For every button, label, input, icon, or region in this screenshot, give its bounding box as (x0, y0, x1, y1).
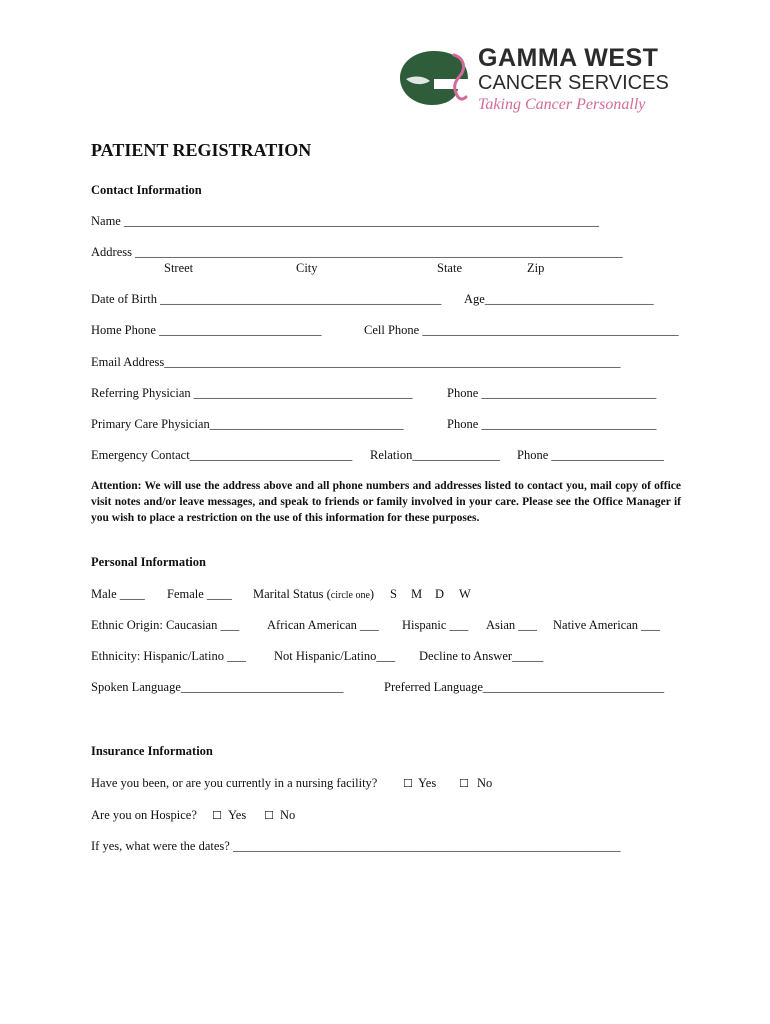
dob-field[interactable]: Date of Birth _____________________________________________ (91, 292, 442, 306)
hospice-yes-checkbox[interactable]: ☐ (212, 809, 222, 822)
state-label: State (437, 261, 462, 275)
hospice-dates-field[interactable]: If yes, what were the dates? ______________________________________________________________ (91, 839, 621, 853)
ethnicity-decline[interactable]: Decline to Answer_____ (419, 649, 544, 663)
spoken-language-field[interactable]: Spoken Language__________________________ (91, 680, 344, 694)
marital-option-m[interactable]: M (411, 587, 423, 601)
marital-option-w[interactable]: W (459, 587, 471, 601)
logo-line1: GAMMA WEST (478, 44, 659, 72)
referring-physician-field[interactable]: Referring Physician ___________________________________ (91, 386, 413, 400)
email-field[interactable]: Email Address_________________________________________________________________________ (91, 355, 621, 369)
cell-phone-field[interactable]: Cell Phone _________________________________________ (364, 323, 679, 337)
emergency-phone-field[interactable]: Phone __________________ (517, 448, 664, 462)
nursing-yes-checkbox[interactable]: ☐ (403, 777, 413, 790)
logo-line2: CANCER SERVICES (478, 72, 669, 94)
primary-care-field[interactable]: Primary Care Physician_______________________________ (91, 417, 404, 431)
female-field[interactable]: Female ____ (167, 587, 232, 601)
personal-heading: Personal Information (91, 555, 206, 569)
marital-label: Marital Status ( (253, 587, 331, 601)
nursing-yes-label: Yes (418, 776, 437, 790)
nursing-no-label: No (477, 776, 493, 790)
emergency-contact-field[interactable]: Emergency Contact__________________________ (91, 448, 353, 462)
marital-close: ) (369, 587, 375, 601)
hospice-no-checkbox[interactable]: ☐ (264, 809, 274, 822)
marital-option-s[interactable]: S (390, 587, 397, 601)
ethnic-origin-caucasian[interactable]: Ethnic Origin: Caucasian ___ (91, 618, 240, 632)
hospice-no-label: No (280, 808, 296, 822)
marital-option-d[interactable]: D (435, 587, 445, 601)
male-field[interactable]: Male ____ (91, 587, 145, 601)
home-phone-field[interactable]: Home Phone __________________________ (91, 323, 322, 337)
zip-label: Zip (527, 261, 545, 275)
logo-mark-icon (396, 45, 476, 115)
circle-one-note: circle one (330, 590, 370, 601)
attention-notice: Attention: We will use the address above and all phone numbers and addresses listed to contact you, mail copy of office visit notes and/or leave messages, and speak to friends or family involved in your care. Please see the Office Manager if you wish to place a restriction on the use of this information for these purposes. (91, 480, 681, 524)
ethnicity-hispanic[interactable]: Ethnicity: Hispanic/Latino ___ (91, 649, 246, 663)
logo-tagline: Taking Cancer Personally (478, 96, 646, 113)
marital-status (253, 587, 374, 602)
ethnic-origin-african-american[interactable]: African American ___ (267, 618, 379, 632)
hospice-yes-label: Yes (228, 808, 247, 822)
page-title: PATIENT REGISTRATION (91, 140, 312, 160)
name-field[interactable]: Name ____________________________________________________________________________ (91, 214, 599, 228)
referring-phone-field[interactable]: Phone ____________________________ (447, 386, 657, 400)
preferred-language-field[interactable]: Preferred Language_____________________________ (384, 680, 665, 694)
ethnicity-not-hispanic[interactable]: Not Hispanic/Latino___ (274, 649, 396, 663)
insurance-heading: Insurance Information (91, 744, 213, 758)
city-label: City (296, 261, 318, 275)
nursing-no-checkbox[interactable]: ☐ (459, 777, 469, 790)
contact-heading: Contact Information (91, 183, 202, 197)
street-label: Street (164, 261, 194, 275)
hospice-question: Are you on Hospice? (91, 808, 197, 822)
ethnic-origin-hispanic[interactable]: Hispanic ___ (402, 618, 469, 632)
ethnic-origin-native-american[interactable]: Native American ___ (553, 618, 660, 632)
address-field[interactable]: Address ______________________________________________________________________________ (91, 245, 623, 259)
ethnic-origin-asian[interactable]: Asian ___ (486, 618, 538, 632)
nursing-question: Have you been, or are you currently in a nursing facility? (91, 776, 378, 790)
primary-phone-field[interactable]: Phone ____________________________ (447, 417, 657, 431)
relation-field[interactable]: Relation______________ (370, 448, 500, 462)
age-field[interactable]: Age___________________________ (464, 292, 654, 306)
